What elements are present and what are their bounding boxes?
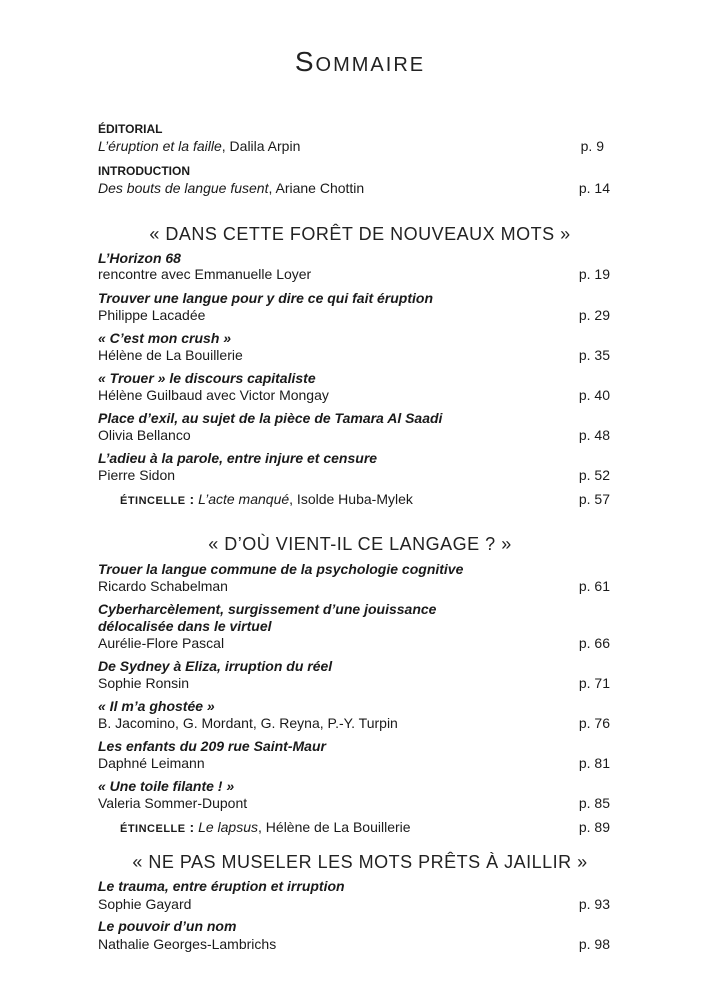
introduction-heading: INTRODUCTION [98,164,190,178]
entry-author: , Hélène de La Bouillerie [258,819,411,835]
entry-page: p. 85 [578,795,610,811]
entry-title[interactable]: « C’est mon crush » [98,330,232,346]
entry-author: B. Jacomino, G. Mordant, G. Reyna, P.-Y. Turpin [98,715,398,731]
entry-page: p. 29 [578,307,610,323]
entry-page: p. 93 [578,896,610,912]
entry-title: L’éruption et la faille [98,138,222,154]
page-title: Sommaire [294,46,426,77]
entry-page: p. 61 [578,578,610,594]
entry-title[interactable]: De Sydney à Eliza, irruption du réel [98,658,333,674]
etincelle-label: ÉTINCELLE [120,823,186,835]
entry-page: p. 48 [578,427,610,443]
entry-title: Le lapsus [198,819,259,835]
etincelle-colon: : [185,819,199,835]
entry-author: Valeria Sommer-Dupont [98,795,248,811]
entry-title[interactable]: Les enfants du 209 rue Saint-Maur [98,738,326,754]
etincelle-colon: : [185,491,199,507]
entry-author-row [98,266,610,282]
introduction-entry[interactable] [98,180,610,196]
entry-page: p. 19 [578,266,610,282]
etincelle-label: ÉTINCELLE [120,495,186,507]
entry-page: p. 81 [578,755,610,771]
entry-page: p. 9 [580,138,604,154]
editorial-heading: ÉDITORIAL [98,122,163,136]
section-title: « NE PAS MUSELER LES MOTS PRÊTS À JAILLIR » [132,852,588,872]
entry-author: Daphné Leimann [98,755,205,771]
entry-author-row [98,307,610,323]
entry-author: Sophie Gayard [98,896,192,912]
entry-author: , Ariane Chottin [268,180,365,196]
entry-author: Aurélie-Flore Pascal [98,635,225,651]
entry-author-row [98,347,610,363]
entry-author-row [98,896,610,912]
entry-page: p. 98 [578,936,610,952]
entry-page: p. 89 [578,819,610,835]
entry-title[interactable]: Le trauma, entre éruption et irruption [98,878,345,894]
entry-author: Philippe Lacadée [98,307,206,323]
entry-title[interactable]: L’Horizon 68 [98,250,181,266]
entry-title[interactable]: « Il m’a ghostée » [98,698,215,714]
entry-author: Sophie Ronsin [98,675,190,691]
entry-author-row [98,427,610,443]
entry-author: Pierre Sidon [98,467,176,483]
entry-title: Des bouts de langue fusent [98,180,269,196]
entry-author: Hélène de La Bouillerie [98,347,243,363]
entry-page: p. 66 [578,635,610,651]
entry-page: p. 52 [578,467,610,483]
entry-title[interactable]: Trouer la langue commune de la psychologie cognitive [98,561,464,577]
entry-author-row [98,635,610,651]
entry-page: p. 14 [578,180,610,196]
entry-author: Nathalie Georges-Lambrichs [98,936,277,952]
entry-title-continued[interactable]: délocalisée dans le virtuel [98,618,272,634]
entry-title[interactable]: Le pouvoir d’un nom [98,918,237,934]
entry-author-row [98,467,610,483]
entry-author: rencontre avec Emmanuelle Loyer [98,266,312,282]
editorial-entry[interactable] [98,138,610,154]
entry-author-row [98,715,610,731]
entry-title: L’acte manqué [198,491,290,507]
section-title: « D’OÙ VIENT-IL CE LANGAGE ? » [208,534,512,554]
entry-author-row [98,755,610,771]
entry-author-row [98,578,610,594]
entry-title[interactable]: Place d’exil, au sujet de la pièce de Tamara Al Saadi [98,410,443,426]
entry-author-row [98,936,610,952]
entry-page: p. 35 [578,347,610,363]
entry-author-row [98,795,610,811]
entry-author: , Isolde Huba-Mylek [289,491,413,507]
entry-author-row [98,675,610,691]
section-title: « DANS CETTE FORÊT DE NOUVEAUX MOTS » [149,224,571,244]
entry-title[interactable]: « Trouer » le discours capitaliste [98,370,316,386]
entry-author: Olivia Bellanco [98,427,191,443]
entry-page: p. 57 [578,491,610,507]
etincelle-entry[interactable] [120,491,610,507]
entry-author: , Dalila Arpin [221,138,301,154]
entry-title[interactable]: Trouver une langue pour y dire ce qui fait éruption [98,290,434,306]
entry-page: p. 40 [578,387,610,403]
entry-page: p. 76 [578,715,610,731]
entry-author: Hélène Guilbaud avec Victor Mongay [98,387,329,403]
entry-title[interactable]: Cyberharcèlement, surgissement d’une jouissance [98,601,437,617]
entry-author: Ricardo Schabelman [98,578,228,594]
etincelle-entry[interactable] [120,819,610,835]
entry-title[interactable]: « Une toile filante ! » [98,778,235,794]
entry-title[interactable]: L’adieu à la parole, entre injure et censure [98,450,378,466]
entry-author-row [98,387,610,403]
entry-page: p. 71 [578,675,610,691]
